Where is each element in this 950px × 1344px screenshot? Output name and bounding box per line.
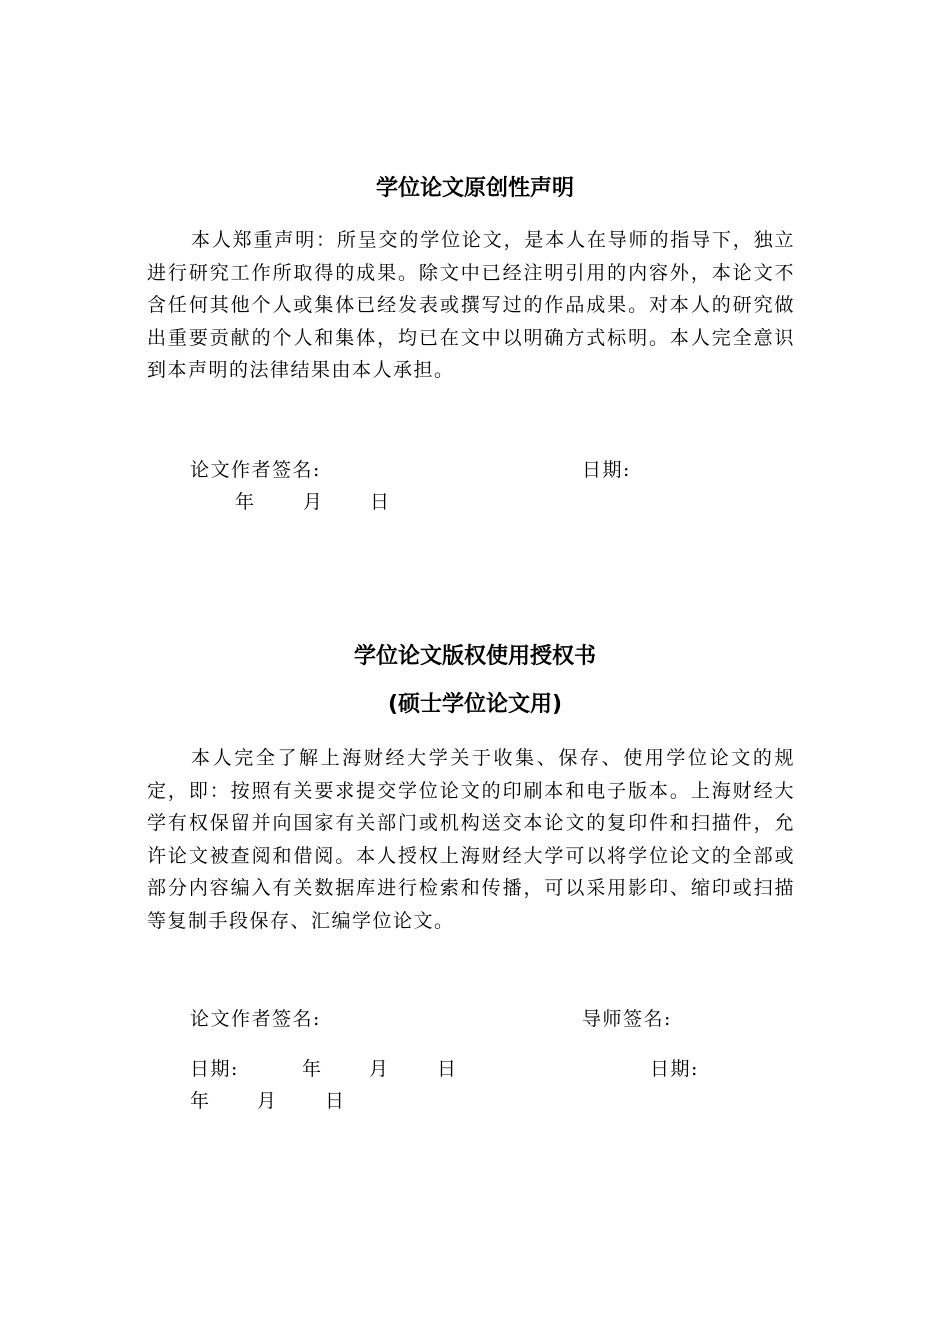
section2-title: 学位论文版权使用授权书 — [353, 644, 596, 669]
section2-date-label-left: 日期: — [190, 1058, 239, 1080]
section1-day: 日 — [370, 491, 391, 513]
section2-date-label-right: 日期: — [650, 1058, 699, 1080]
section1-year: 年 — [235, 491, 256, 513]
section1-date-label: 日期: — [582, 459, 631, 481]
section2-day-left: 日 — [437, 1058, 458, 1080]
section2-body: 本人完全了解上海财经大学关于收集、保存、使用学位论文的规定，即：按照有关要求提交学位论文的印刷本和电子版本。上海财经大学有权保留并向国家有关部门或机构送交本论文的复印件和扫描件，允许论文被查阅和借阅。本人授权上海财经大学可以将学位论文的全部或部分内容编入有关数据库进行检索和传播，可以采用影印、缩印或扫描等复制手段保存、汇编学位论文。 — [147, 747, 795, 932]
section2-year-right: 年 — [190, 1090, 211, 1112]
section1-body: 本人郑重声明：所呈交的学位论文，是本人在导师的指导下，独立进行研究工作所取得的成果。除文中已经注明引用的内容外，本论文不含任何其他个人或集体已经发表或撰写过的作品成果。对本人的研究做出重要贡献的个人和集体，均已在文中以明确方式标明。本人完全意识到本声明的法律结果由本人承担。 — [147, 229, 795, 382]
section2-subtitle: (硕士学位论文用) — [387, 692, 563, 717]
section2-advisor-signature-label: 导师签名: — [582, 1008, 672, 1030]
section1-author-signature-label: 论文作者签名: — [190, 459, 321, 481]
section2-author-signature-label: 论文作者签名: — [190, 1008, 321, 1030]
section2-month-right: 月 — [257, 1090, 278, 1112]
section1-month: 月 — [303, 491, 324, 513]
section2-day-right: 日 — [325, 1090, 346, 1112]
section2-year-left: 年 — [302, 1058, 323, 1080]
section1-title: 学位论文原创性声明 — [375, 176, 574, 201]
section2-month-left: 月 — [369, 1058, 390, 1080]
